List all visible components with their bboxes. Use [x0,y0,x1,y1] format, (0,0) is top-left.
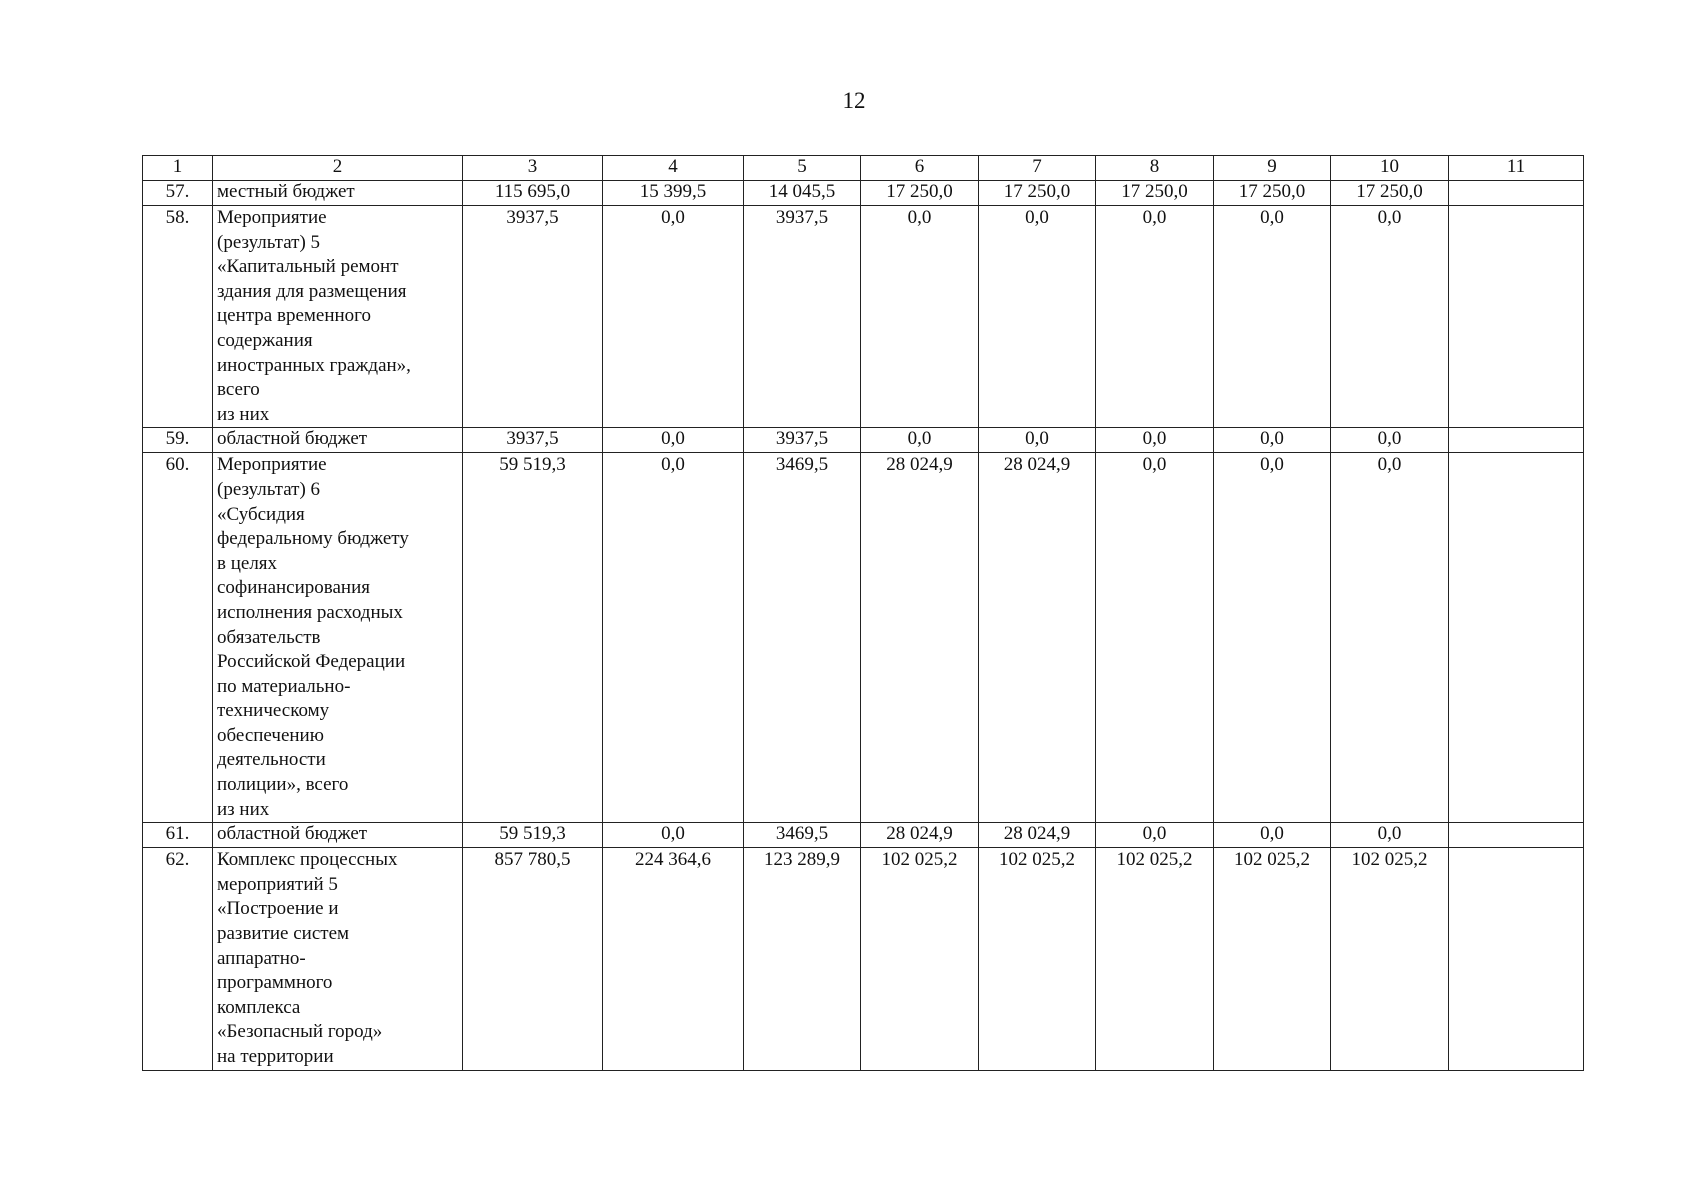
cell-value: 0,0 [1331,206,1449,428]
cell-value: 0,0 [1214,206,1331,428]
cell-value [1449,848,1584,1070]
page-number: 12 [842,88,866,113]
cell-value [1449,206,1584,428]
row-name: Комплекс процессных мероприятий 5 «Построение и развитие систем аппаратно- программного комплекса «Безопасный город» на территории [213,848,463,1070]
cell-value: 0,0 [603,453,744,823]
cell-value [1449,428,1584,453]
cell-value: 0,0 [1096,206,1214,428]
cell-value: 0,0 [1096,428,1214,453]
cell-value: 115 695,0 [463,181,603,206]
column-header: 2 [213,156,463,181]
cell-value: 0,0 [603,428,744,453]
cell-value: 3937,5 [463,428,603,453]
cell-value: 0,0 [979,428,1096,453]
cell-value: 3937,5 [744,428,861,453]
cell-value: 17 250,0 [979,181,1096,206]
row-number: 62. [143,848,213,1070]
cell-value: 0,0 [1214,453,1331,823]
cell-value: 102 025,2 [979,848,1096,1070]
cell-value: 0,0 [861,428,979,453]
column-header: 11 [1449,156,1584,181]
cell-value: 102 025,2 [861,848,979,1070]
row-name: местный бюджет [213,181,463,206]
cell-value: 0,0 [1331,823,1449,848]
column-header: 5 [744,156,861,181]
cell-value: 3469,5 [744,823,861,848]
budget-table [142,155,1584,1071]
row-number: 58. [143,206,213,428]
cell-value: 0,0 [861,206,979,428]
row-number: 59. [143,428,213,453]
row-number: 60. [143,453,213,823]
cell-value: 224 364,6 [603,848,744,1070]
cell-value: 0,0 [1214,428,1331,453]
row-name: Мероприятие (результат) 6 «Субсидия федеральному бюджету в целях софинансирования исполнения расходных обязательств Российской Федерации по материально- техническому обеспечению деятельности полиции», всего из них [213,453,463,823]
table-row [143,823,1584,848]
cell-value: 0,0 [1331,453,1449,823]
cell-value: 102 025,2 [1096,848,1214,1070]
cell-value: 0,0 [1214,823,1331,848]
row-name: областной бюджет [213,823,463,848]
column-header: 6 [861,156,979,181]
table-row [143,848,1584,1070]
table-row [143,206,1584,428]
cell-value: 17 250,0 [1214,181,1331,206]
table-row [143,181,1584,206]
row-name: областной бюджет [213,428,463,453]
cell-value: 0,0 [1096,823,1214,848]
cell-value: 3937,5 [463,206,603,428]
cell-value: 0,0 [1331,428,1449,453]
cell-value: 0,0 [603,206,744,428]
column-header: 9 [1214,156,1331,181]
cell-value: 3937,5 [744,206,861,428]
row-number: 57. [143,181,213,206]
cell-value: 123 289,9 [744,848,861,1070]
column-header: 3 [463,156,603,181]
column-header: 10 [1331,156,1449,181]
cell-value: 28 024,9 [861,823,979,848]
column-header: 1 [143,156,213,181]
header-row [143,156,1584,181]
cell-value: 59 519,3 [463,453,603,823]
cell-value: 14 045,5 [744,181,861,206]
cell-value: 0,0 [1096,453,1214,823]
column-header: 7 [979,156,1096,181]
cell-value: 17 250,0 [861,181,979,206]
cell-value [1449,823,1584,848]
cell-value: 15 399,5 [603,181,744,206]
cell-value: 0,0 [979,206,1096,428]
cell-value [1449,453,1584,823]
table-row [143,428,1584,453]
row-number: 61. [143,823,213,848]
cell-value: 17 250,0 [1096,181,1214,206]
cell-value: 102 025,2 [1214,848,1331,1070]
cell-value [1449,181,1584,206]
cell-value: 59 519,3 [463,823,603,848]
cell-value: 28 024,9 [861,453,979,823]
row-name: Мероприятие (результат) 5 «Капитальный ремонт здания для размещения центра временного содержания иностранных граждан», всего из них [213,206,463,428]
cell-value: 857 780,5 [463,848,603,1070]
cell-value: 3469,5 [744,453,861,823]
cell-value: 28 024,9 [979,823,1096,848]
column-header: 4 [603,156,744,181]
column-header: 8 [1096,156,1214,181]
table-row [143,453,1584,823]
cell-value: 102 025,2 [1331,848,1449,1070]
cell-value: 28 024,9 [979,453,1096,823]
cell-value: 17 250,0 [1331,181,1449,206]
cell-value: 0,0 [603,823,744,848]
